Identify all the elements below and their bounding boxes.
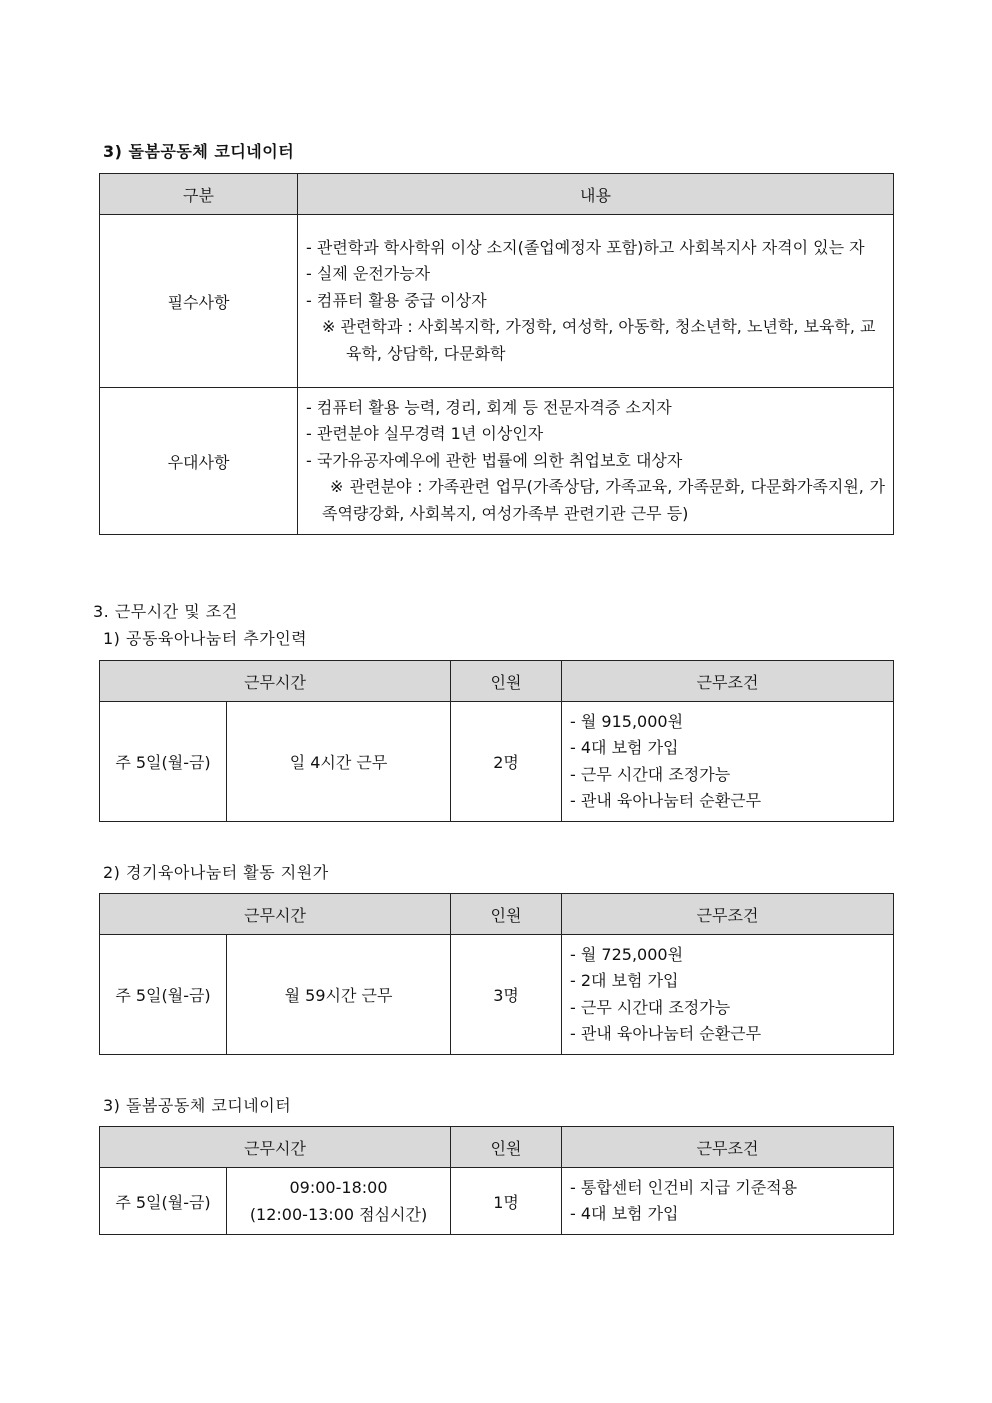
list-item: - 월 915,000원 <box>570 711 684 731</box>
list-item: - 4대 보험 가입 <box>570 738 679 757</box>
list-item: - 관련학과 학사학위 이상 소지(졸업예정자 포함)하고 사회복지사 자격이 있는 자 <box>306 237 865 257</box>
conditions-cell <box>562 702 894 822</box>
list-item: - 통합센터 인건비 지급 기준적용 <box>570 1177 798 1197</box>
work-table-2 <box>99 893 894 1055</box>
preferred-label: 우대사항 <box>100 388 298 535</box>
header-hours: 근무시간 <box>100 894 451 935</box>
work-table-1 <box>99 660 894 822</box>
people-cell: 1명 <box>451 1168 562 1235</box>
hours-cell <box>227 1168 451 1235</box>
preferred-row <box>100 388 894 535</box>
days-cell: 주 5일(월-금) <box>100 935 227 1055</box>
days-cell: 주 5일(월-금) <box>100 1168 227 1235</box>
conditions-cell <box>562 935 894 1055</box>
header-people: 인원 <box>451 1127 562 1168</box>
list-item: - 컴퓨터 활용 중급 이상자 <box>306 290 487 310</box>
list-item: - 4대 보험 가입 <box>570 1204 679 1223</box>
required-row <box>100 215 894 388</box>
subsection-title: 1) 공동육아나눔터 추가인력 <box>103 629 308 648</box>
header-people: 인원 <box>451 661 562 702</box>
people-cell: 2명 <box>451 702 562 822</box>
required-content <box>298 215 894 388</box>
qualification-table <box>99 173 894 535</box>
required-label: 필수사항 <box>100 215 298 388</box>
list-item: - 관내 육아나눔터 순환근무 <box>570 791 762 810</box>
header-category: 구분 <box>100 174 298 215</box>
list-item: - 근무 시간대 조정가능 <box>570 764 731 784</box>
table-row <box>100 702 894 822</box>
list-item: - 실제 운전가능자 <box>306 264 431 284</box>
table-header-row <box>100 661 894 702</box>
list-item: - 근무 시간대 조정가능 <box>570 997 731 1017</box>
table-row <box>100 1168 894 1235</box>
list-item: - 2대 보험 가입 <box>570 971 679 990</box>
list-item: - 월 725,000원 <box>570 944 684 964</box>
people-cell: 3명 <box>451 935 562 1055</box>
header-conditions: 근무조건 <box>562 1127 894 1168</box>
subsection-title: 3) 돌봄공동체 코디네이터 <box>103 1096 292 1115</box>
list-item: - 관련분야 실무경력 1년 이상인자 <box>306 424 544 444</box>
hours-main: 09:00-18:00 <box>289 1178 388 1197</box>
subsection-title: 2) 경기육아나눔터 활동 지원가 <box>103 863 329 882</box>
table-header-row <box>100 1127 894 1168</box>
hours-cell: 일 4시간 근무 <box>227 702 451 822</box>
table-header-row <box>100 174 894 215</box>
list-item: - 컴퓨터 활용 능력, 경리, 회계 등 전문자격증 소지자 <box>306 397 672 417</box>
required-note: ※ 관련학과 : 사회복지학, 가정학, 여성학, 아동학, 청소년학, 노년학, 보육학, 교육학, 상담학, 다문화학 <box>322 317 876 363</box>
preferred-content <box>298 388 894 535</box>
table-row <box>100 935 894 1055</box>
header-hours: 근무시간 <box>100 1127 451 1168</box>
conditions-cell <box>562 1168 894 1235</box>
header-conditions: 근무조건 <box>562 894 894 935</box>
header-content: 내용 <box>298 174 894 215</box>
header-conditions: 근무조건 <box>562 661 894 702</box>
header-hours: 근무시간 <box>100 661 451 702</box>
section-title-coordinator: 3) 돌봄공동체 코디네이터 <box>103 142 295 161</box>
preferred-note: ※ 관련분야 : 가족관련 업무(가족상담, 가족교육, 가족문화, 다문화가족지원, 가족역량강화, 사회복지, 여성가족부 관련기관 근무 등) <box>322 477 885 523</box>
list-item: - 관내 육아나눔터 순환근무 <box>570 1024 762 1043</box>
header-people: 인원 <box>451 894 562 935</box>
work-table-3 <box>99 1126 894 1235</box>
hours-sub: (12:00-13:00 점심시간) <box>249 1205 428 1224</box>
section-3-title: 3. 근무시간 및 조건 <box>93 602 238 621</box>
list-item: - 국가유공자예우에 관한 법률에 의한 취업보호 대상자 <box>306 450 683 470</box>
days-cell: 주 5일(월-금) <box>100 702 227 822</box>
table-header-row <box>100 894 894 935</box>
hours-cell: 월 59시간 근무 <box>227 935 451 1055</box>
